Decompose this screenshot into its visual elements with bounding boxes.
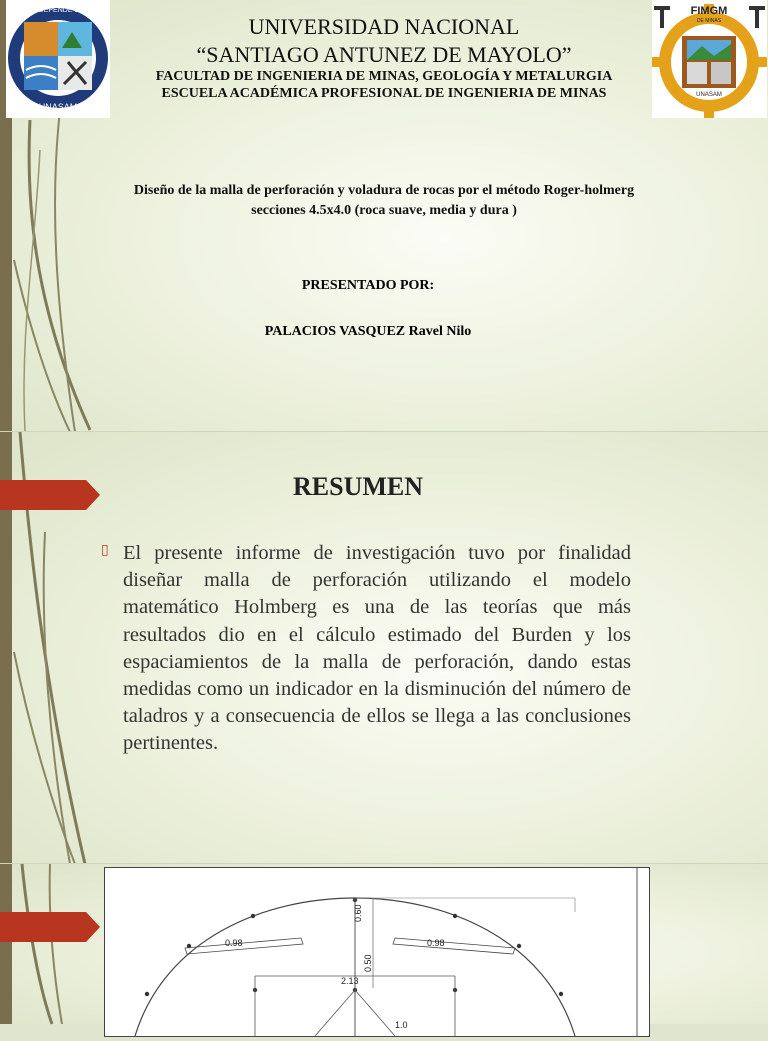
drill-pattern-drawing xyxy=(105,868,649,1036)
dim-right-label: 0.98 xyxy=(427,938,445,948)
summary-body: El presente informe de investigación tuvo por finalidad diseñar malla de perforación utilizando el modelo matemático Holmberg es una de las teorías que más resultados dio en el cálculo estimado del Burden y los espaciamientos de la malla de perforación, dando estas medidas como un indicador en la disminución del número de taladros y a consecuencia de ellos se llega a las conclusiones pertinentes. xyxy=(123,542,631,755)
diagram-slide xyxy=(0,864,768,1030)
accent-arrow xyxy=(0,480,100,510)
logo-right-sub: DE MINAS xyxy=(696,18,722,24)
author-name: PALACIOS VASQUEZ Ravel Nilo xyxy=(264,324,472,339)
bullet-icon: ▯ xyxy=(101,543,109,558)
thesis-title-line1: Diseño de la malla de perforación y voladura de rocas por el método Roger-holmerg xyxy=(133,183,635,198)
thesis-title-line2: secciones 4.5x4.0 (roca suave, media y dura ) xyxy=(251,203,517,218)
dim-left-label: 0.98 xyxy=(225,938,243,948)
accent-arrow xyxy=(0,912,100,942)
logo-left-top-text: HIJOS DEPENDE EL PRO xyxy=(16,7,100,14)
fimgm-logo xyxy=(652,0,767,118)
university-name-line1: UNIVERSIDAD NACIONAL xyxy=(248,14,520,39)
vine-decoration xyxy=(0,864,110,1024)
faculty-name: FACULTAD DE INGENIERIA DE MINAS, GEOLOGÍA Y METALURGIA xyxy=(155,69,613,84)
summary-heading: RESUMEN xyxy=(292,472,423,501)
dim-small-label: 1.0 xyxy=(395,1020,408,1030)
unasam-logo xyxy=(6,0,110,118)
dim-top-label: 0.60 xyxy=(353,904,363,922)
university-name-line2: “SANTIAGO ANTUNEZ DE MAYOLO” xyxy=(196,42,572,67)
presented-by-label: PRESENTADO POR: xyxy=(301,278,435,293)
logo-right-bottom: UNASAM xyxy=(696,92,722,98)
dim-width-label: 2.13 xyxy=(341,976,359,986)
dim-mid-label: 0.50 xyxy=(363,954,373,972)
summary-slide xyxy=(0,432,768,864)
logo-right-title: FIMGM xyxy=(690,5,728,17)
title-slide xyxy=(0,0,768,432)
school-name: ESCUELA ACADÉMICA PROFESIONAL DE INGENIERIA DE MINAS xyxy=(161,86,607,101)
logo-left-bottom-text: UNASAM xyxy=(38,102,78,112)
drill-pattern-diagram xyxy=(104,867,650,1037)
